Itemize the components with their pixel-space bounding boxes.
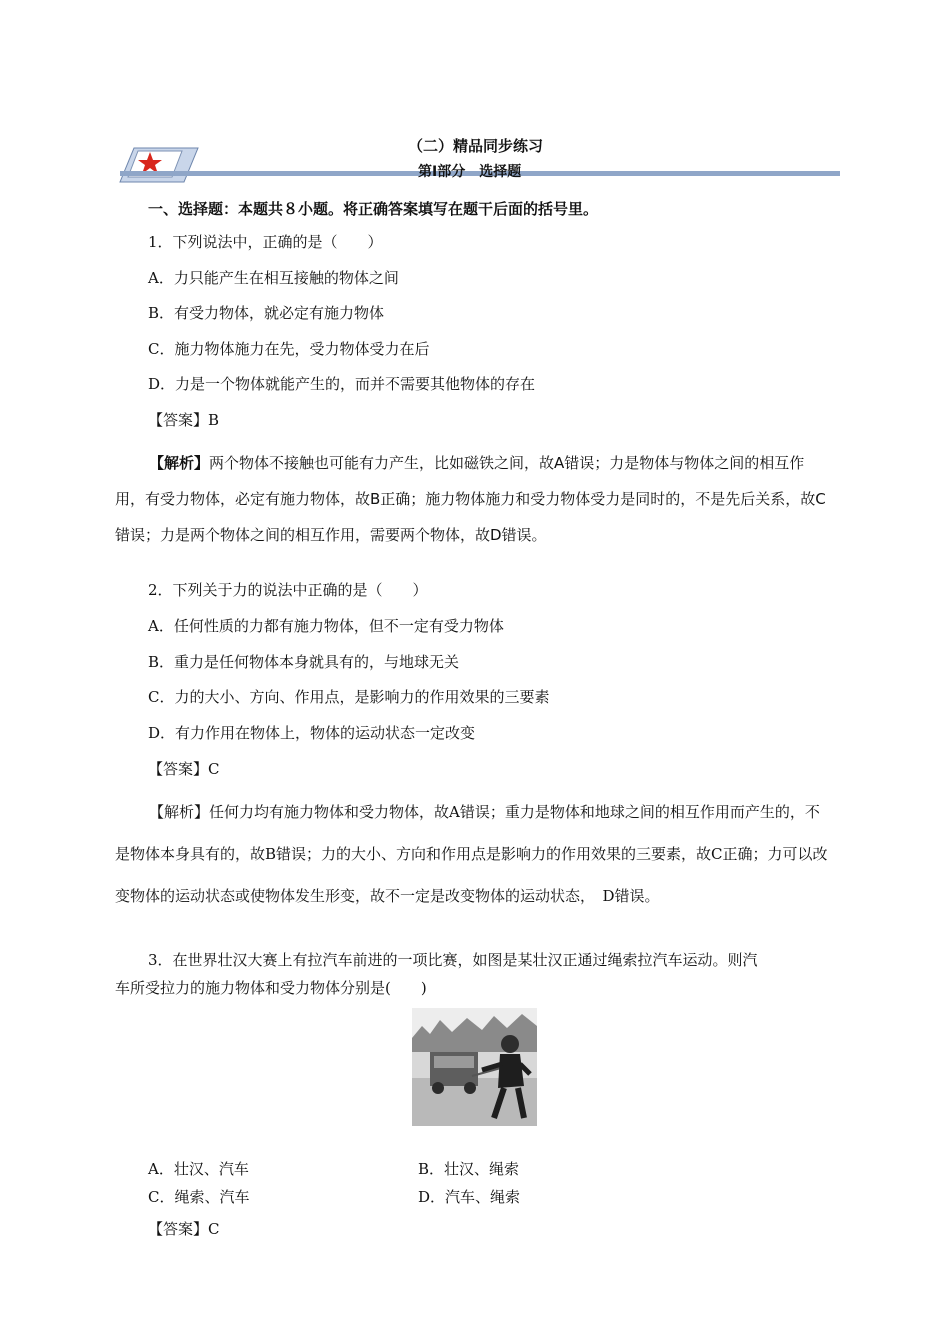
q2-analysis-tag: 【解析】	[149, 803, 210, 821]
star-badge-icon	[112, 144, 202, 186]
q3-stem-line1: 3．在世界壮汉大赛上有拉汽车前进的一项比赛，如图是某壮汉正通过绳索拉汽车运动。则汽	[148, 951, 758, 969]
q2-answer: 【答案】C	[148, 760, 220, 778]
q2-option-a: A．任何性质的力都有施力物体，但不一定有受力物体	[148, 617, 504, 635]
q2-analysis-text: 任何力均有施力物体和受力物体，故A错误；重力是物体和地球之间的相互作用而产生的，不是物体本身具有的，故B错误；力的大小、方向和作用点是影响力的作用效果的三要素，故C正确；力可以改变物体的运动状态或使物体发生形变，故不一定是改变物体的运动状态， D错误。	[115, 803, 828, 905]
strongman-pulling-truck-photo	[412, 1008, 537, 1126]
part-heading: 第Ⅰ部分 选择题	[418, 164, 522, 180]
q2-option-c: C．力的大小、方向、作用点，是影响力的作用效果的三要素	[148, 688, 550, 706]
q3-answer: 【答案】C	[148, 1220, 220, 1238]
page-title: （二）精品同步练习	[408, 137, 544, 155]
q3-option-c: C．绳索、汽车	[148, 1188, 250, 1206]
banner-logo	[112, 144, 202, 186]
q2-option-d: D．有力作用在物体上，物体的运动状态一定改变	[148, 724, 476, 742]
q1-option-c: C．施力物体施力在先，受力物体受力在后	[148, 340, 430, 358]
section-instruction: 一、选择题：本题共８小题。将正确答案填写在题干后面的括号里。	[148, 200, 599, 218]
q1-stem: 1．下列说法中，正确的是（ ）	[148, 233, 383, 251]
q1-option-d: D．力是一个物体就能产生的，而并不需要其他物体的存在	[148, 375, 536, 393]
q2-option-b: B．重力是任何物体本身就具有的，与地球无关	[148, 653, 460, 671]
q3-stem-line2: 车所受拉力的施力物体和受力物体分别是( )	[115, 979, 427, 997]
q3-option-b: B．壮汉、绳索	[418, 1160, 520, 1178]
q1-analysis-text: 两个物体不接触也可能有力产生，比如磁铁之间，故A错误；力是物体与物体之间的相互作用，有受力物体，必定有施力物体，故B正确；施力物体施力和受力物体受力是同时的，不是先后关系，故C错误；力是两个物体之间的相互作用，需要两个物体，故D错误。	[115, 454, 826, 544]
q2-stem: 2．下列关于力的说法中正确的是（ ）	[148, 581, 428, 599]
q3-option-d: D．汽车、绳索	[418, 1188, 521, 1206]
q3-option-a: A．壮汉、汽车	[148, 1160, 249, 1178]
q1-answer: 【答案】B	[148, 411, 220, 429]
q2-analysis	[115, 791, 831, 917]
q1-option-b: B．有受力物体，就必定有施力物体	[148, 304, 385, 322]
q1-option-a: A．力只能产生在相互接触的物体之间	[148, 269, 399, 287]
q1-analysis	[115, 445, 831, 553]
q1-analysis-tag: 【解析】	[149, 454, 210, 472]
